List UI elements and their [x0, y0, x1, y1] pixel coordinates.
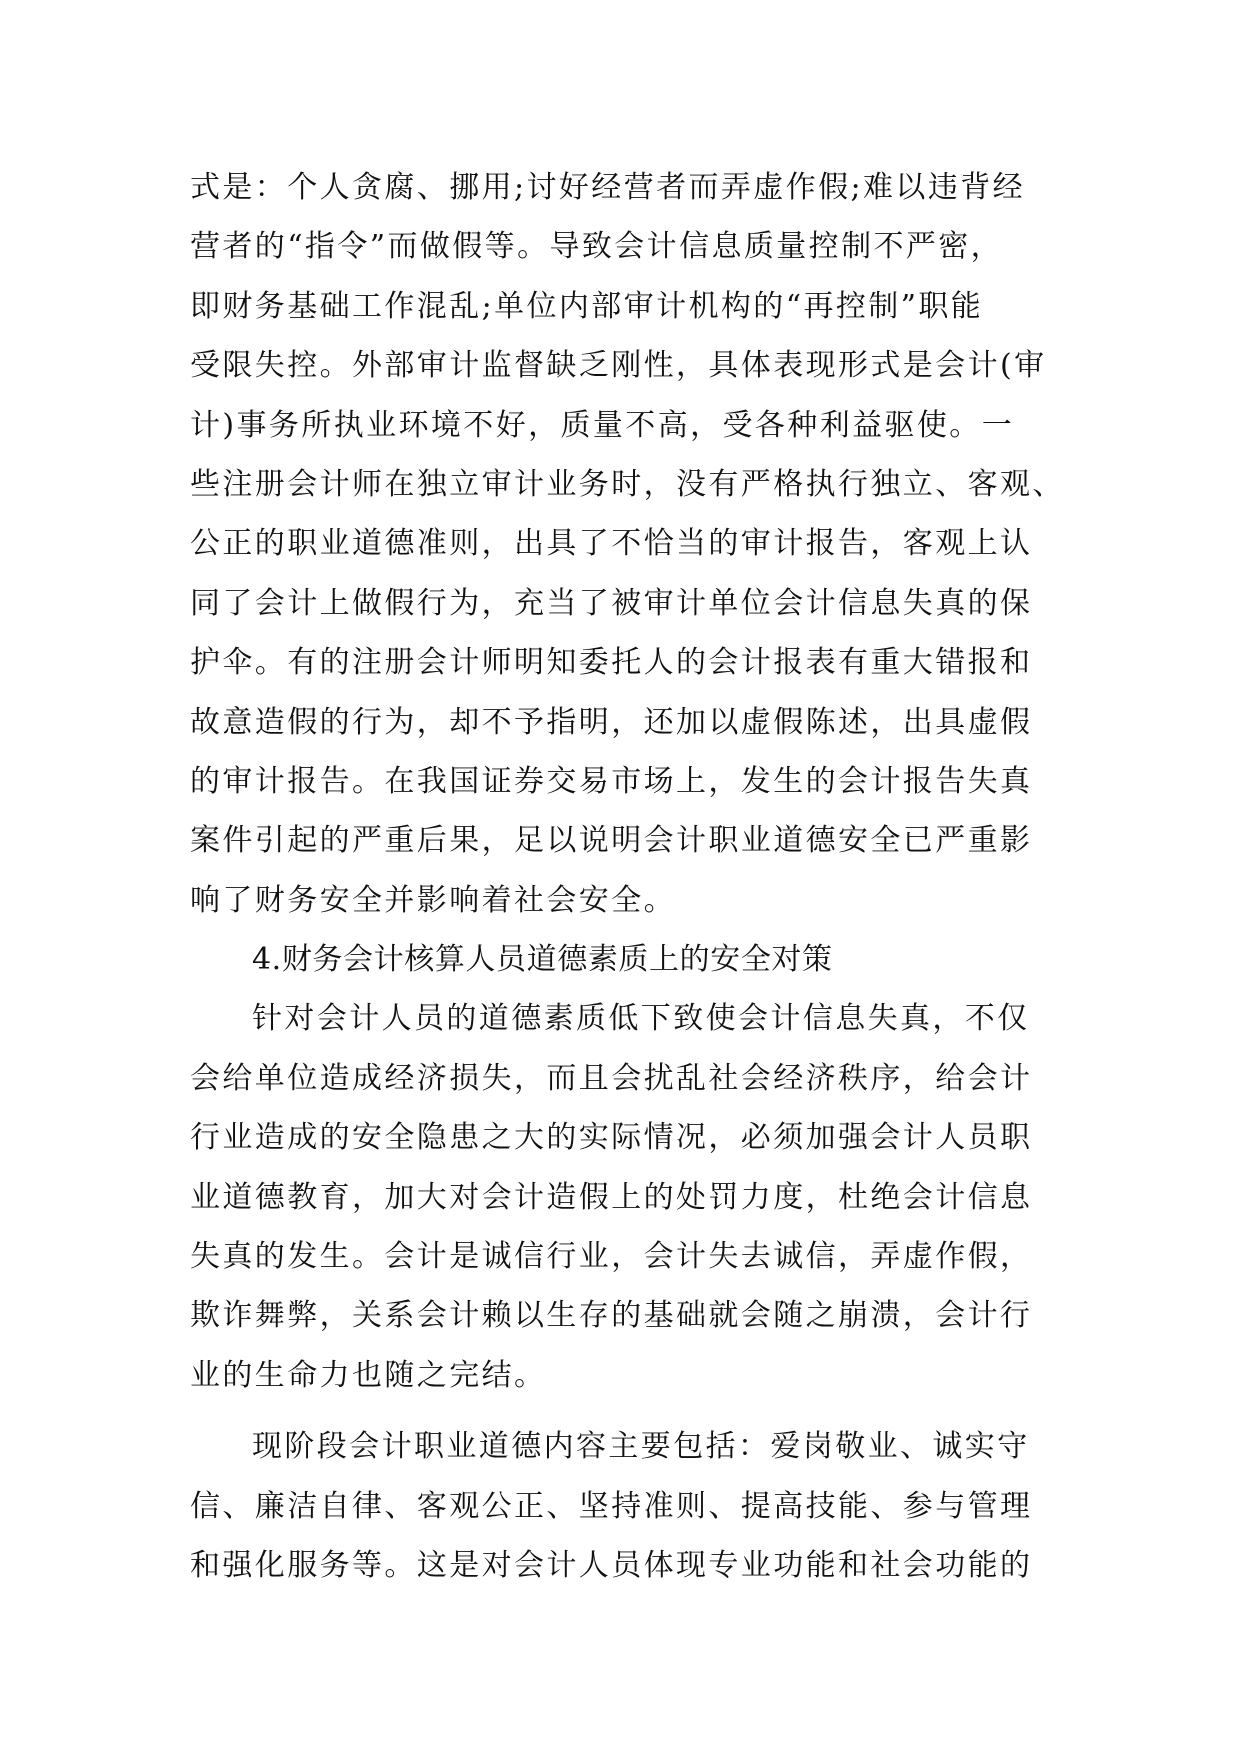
text-line: 针对会计人员的道德素质低下致使会计信息失真，不仅	[252, 1001, 1030, 1037]
text-line: 计)事务所执业环境不好，质量不高，受各种利益驱使。一	[190, 407, 1015, 443]
text-line: 业的生命力也随之完结。	[190, 1357, 547, 1393]
text-line: 业道德教育，加大对会计造假上的处罚力度，杜绝会计信息	[190, 1179, 1033, 1215]
paragraph-3	[190, 1417, 1070, 1595]
text-line: 受限失控。外部审计监督缺乏刚性，具体表现形式是会计(审	[190, 348, 1047, 384]
text-line: 的审计报告。在我国证券交易市场上，发生的会计报告失真	[190, 763, 1033, 799]
text-line: 同了会计上做假行为，充当了被审计单位会计信息失真的保	[190, 585, 1033, 621]
text-line: 行业造成的安全隐患之大的实际情况，必须加强会计人员职	[190, 1120, 1033, 1156]
body-text	[190, 158, 1070, 1595]
section-heading: 4.财务会计核算人员道德素质上的安全对策	[252, 942, 833, 978]
paragraph-continuation	[190, 158, 1070, 930]
paragraph-spacer	[190, 1405, 1070, 1417]
text-line: 现阶段会计职业道德内容主要包括：爱岗敬业、诚实守	[252, 1429, 1030, 1465]
text-line: 护伞。有的注册会计师明知委托人的会计报表有重大错报和	[190, 645, 1033, 681]
text-line: 和强化服务等。这是对会计人员体现专业功能和社会功能的	[190, 1547, 1033, 1583]
text-line: 响了财务安全并影响着社会安全。	[190, 882, 676, 918]
text-line: 营者的“指令”而做假等。导致会计信息质量控制不严密，	[190, 229, 1004, 265]
paragraph-2	[190, 989, 1070, 1405]
text-line: 式是：个人贪腐、挪用;讨好经营者而弄虚作假;难以违背经	[190, 170, 1026, 205]
text-line: 即财务基础工作混乱;单位内部审计机构的“再控制”职能	[190, 288, 984, 324]
text-line: 会给单位造成经济损失，而且会扰乱社会经济秩序，给会计	[190, 1060, 1033, 1096]
text-line: 失真的发生。会计是诚信行业，会计失去诚信，弄虚作假，	[190, 1239, 1033, 1275]
text-line: 信、廉洁自律、客观公正、坚持准则、提高技能、参与管理	[190, 1488, 1033, 1524]
text-line: 欺诈舞弊，关系会计赖以生存的基础就会随之崩溃，会计行	[190, 1298, 1033, 1334]
text-line: 公正的职业道德准则，出具了不恰当的审计报告，客观上认	[190, 526, 1033, 562]
text-line: 些注册会计师在独立审计业务时，没有严格执行独立、客观、	[190, 466, 1065, 502]
text-line: 故意造假的行为，却不予指明，还加以虚假陈述，出具虚假	[190, 704, 1033, 740]
text-line: 案件引起的严重后果，足以说明会计职业道德安全已严重影	[190, 823, 1033, 859]
